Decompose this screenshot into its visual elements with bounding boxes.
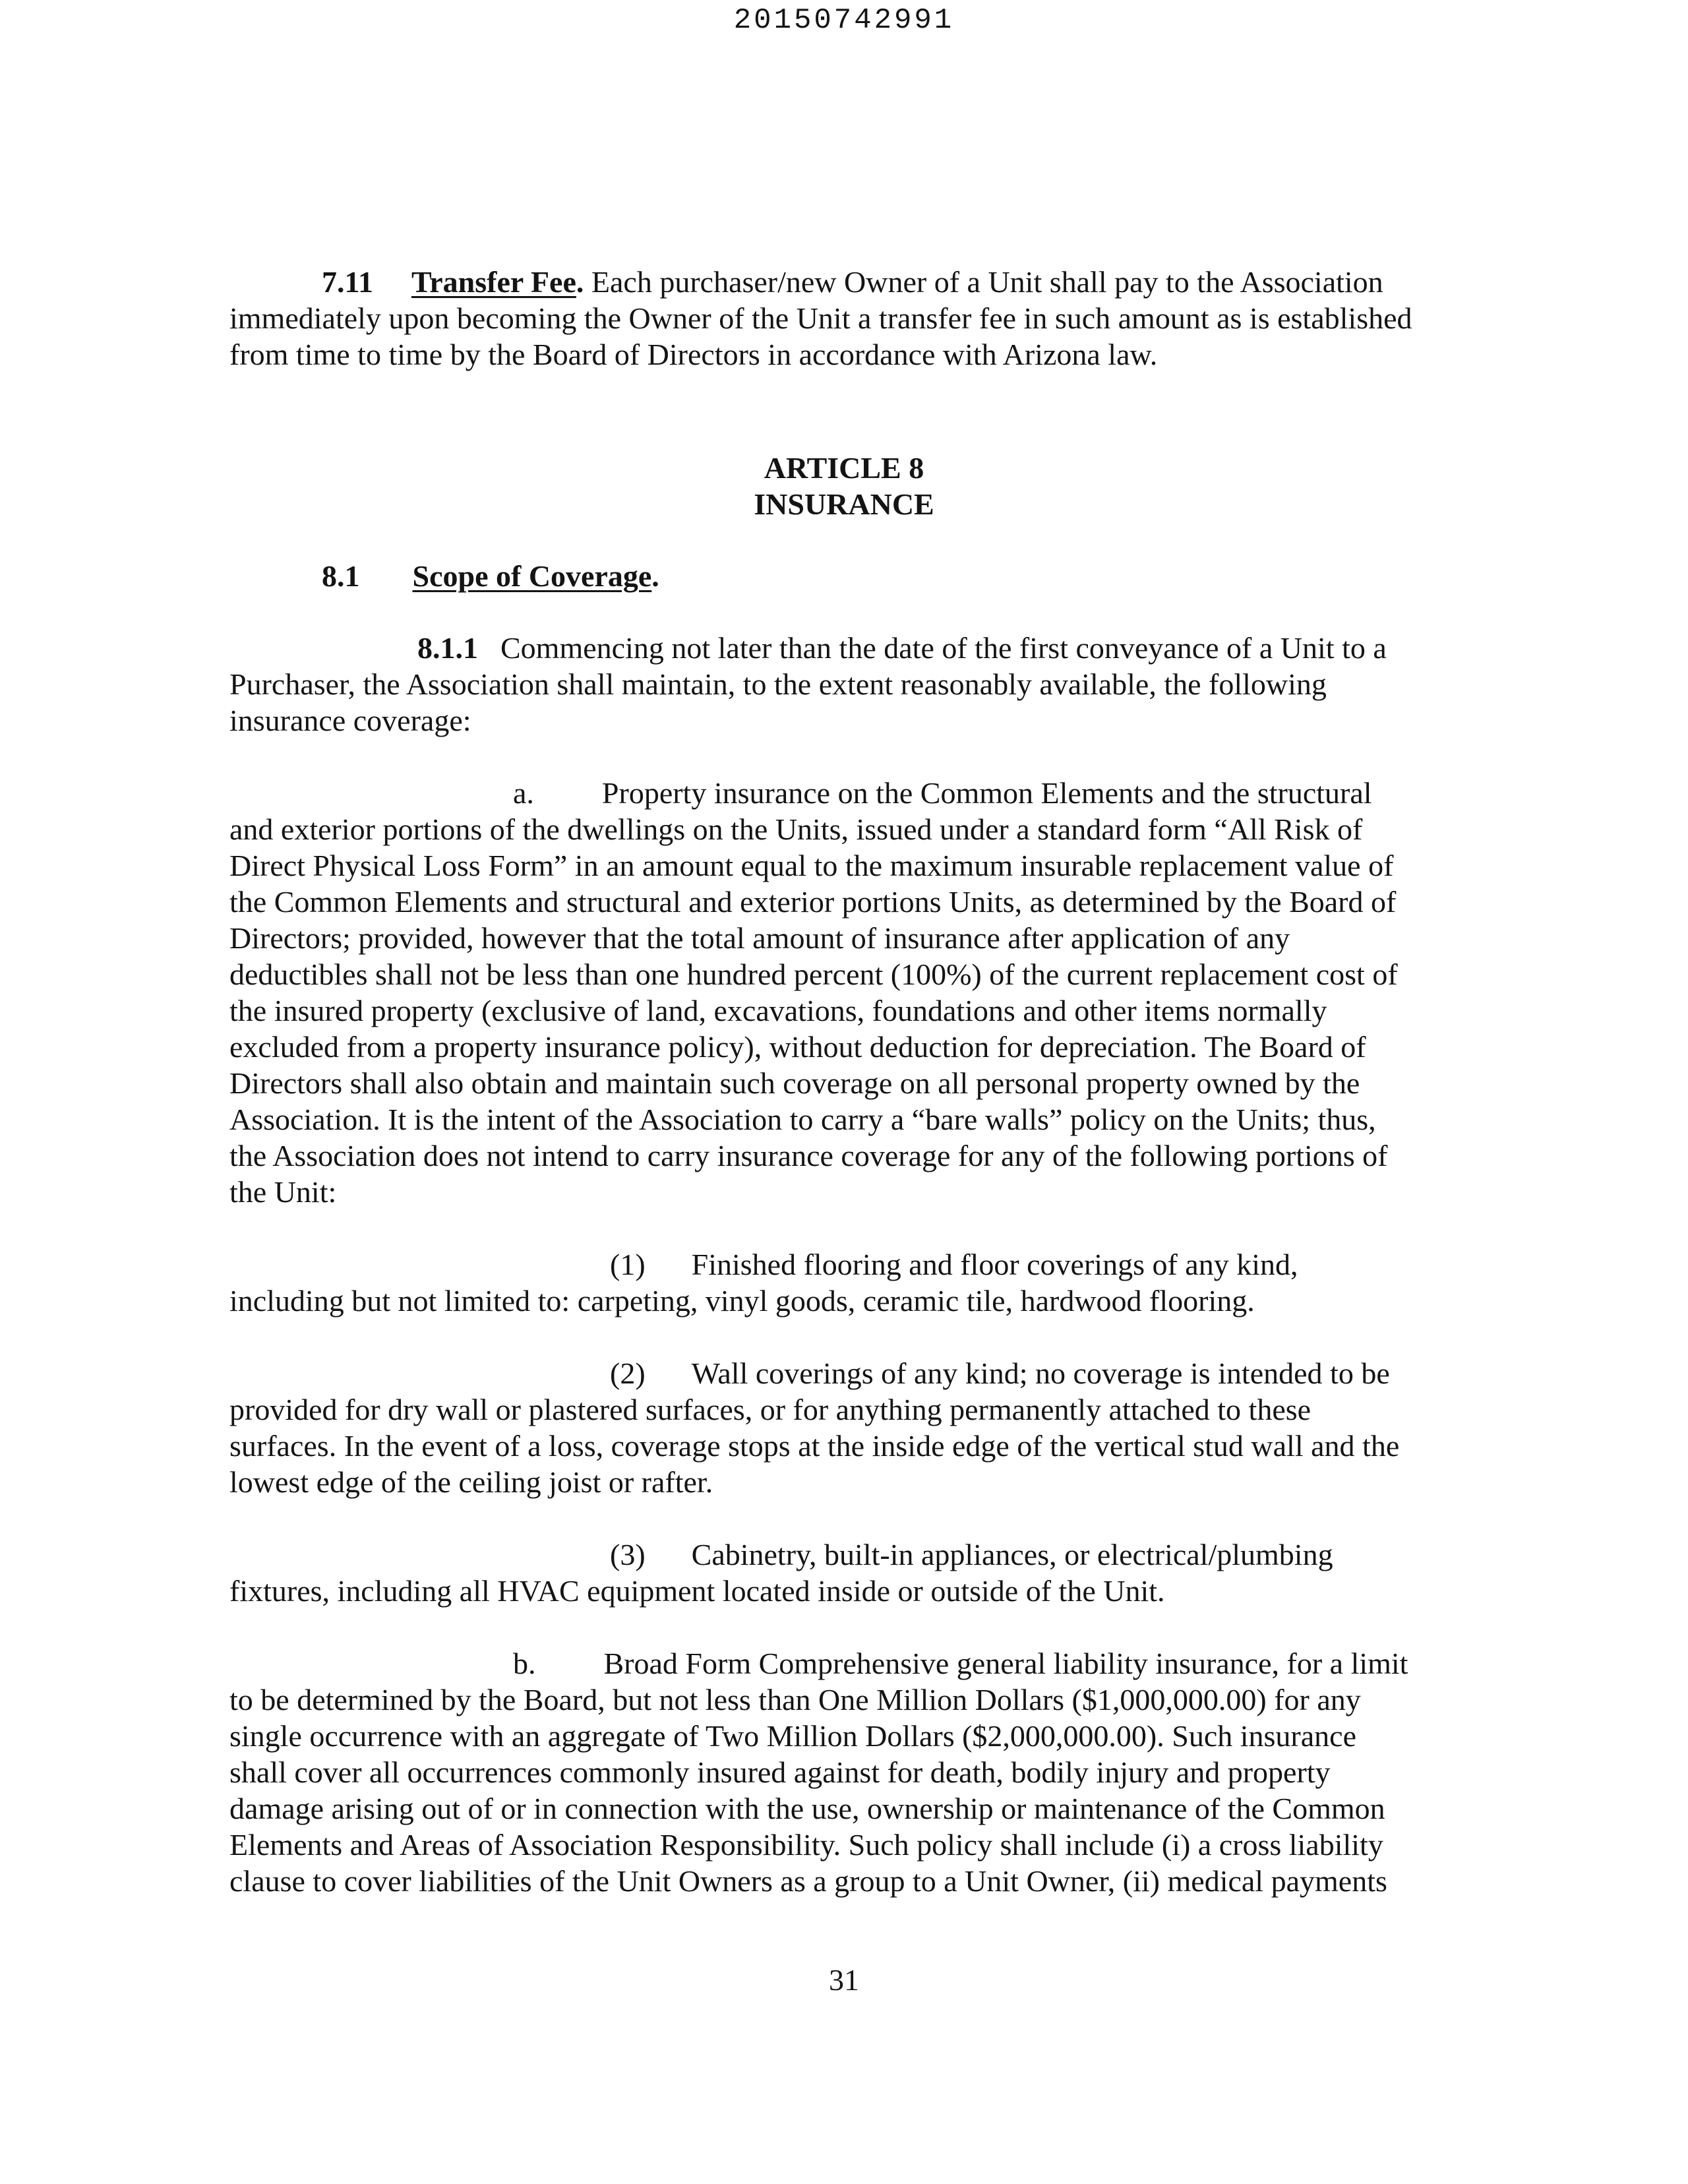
item-label: a. (513, 776, 534, 810)
item-a-line: Direct Physical Loss Form” in an amount equal to the maximum insurable replacement value of (229, 849, 1394, 882)
item-lead: Property insurance on the Common Elements and the structural (601, 776, 1372, 810)
sub-item-3 (229, 1536, 1469, 1609)
item-b-line: damage arising out of or in connection with the use, ownership or maintenance of the Common (229, 1792, 1385, 1825)
sub-item-lead: Cabinetry, built-in appliances, or electrical/plumbing (691, 1538, 1333, 1571)
section-8-1-1-line-3: insurance coverage: (229, 704, 471, 737)
section-title: Scope of Coverage (412, 559, 652, 593)
section-7-11-line-2: immediately upon becoming the Owner of the Unit a transfer fee in such amount as is established (229, 301, 1412, 335)
section-text: Commencing not later than the date of the first conveyance of a Unit to a (500, 631, 1387, 665)
sub-item-3-line: fixtures, including all HVAC equipment located inside or outside of the Unit. (229, 1574, 1165, 1608)
section-text: Each purchaser/new Owner of a Unit shall pay to the Association (591, 265, 1383, 299)
sub-item-lead: Finished flooring and floor coverings of any kind, (691, 1248, 1298, 1281)
item-lead: Broad Form Comprehensive general liability insurance, for a limit (603, 1647, 1408, 1680)
item-a-line: Directors shall also obtain and maintain such coverage on all personal property owned by the (229, 1066, 1360, 1100)
section-8-1-1 (229, 630, 1469, 739)
item-a-line: the Association does not intend to carry insurance coverage for any of the following portions of (229, 1139, 1388, 1172)
section-number: 8.1.1 (417, 631, 478, 665)
item-a-line: the Unit: (229, 1175, 337, 1209)
section-8-1-1-line-2: Purchaser, the Association shall maintain, to the extent reasonably available, the following (229, 667, 1327, 701)
item-a-line: excluded from a property insurance policy), without deduction for depreciation. The Board of (229, 1030, 1366, 1064)
sub-item-label: (3) (610, 1538, 646, 1571)
item-a (229, 775, 1469, 1210)
item-b-line: clause to cover liabilities of the Unit Owners as a group to a Unit Owner, (ii) medical payments (229, 1864, 1387, 1898)
item-a-line: the Common Elements and structural and exterior portions Units, as determined by the Board of (229, 885, 1397, 919)
article-number: ARTICLE 8 (764, 451, 924, 485)
sub-item-2-line: provided for dry wall or plastered surfaces, or for anything permanently attached to these (229, 1393, 1311, 1426)
item-a-line: Association. It is the intent of the Association to carry a “bare walls” policy on the Units; thus, (229, 1103, 1376, 1136)
section-7-11-line-1: 7.11 Transfer Fee. Each purchaser/new Owner of a Unit shall pay to the Association (322, 265, 1383, 299)
sub-item-2-line: surfaces. In the event of a loss, coverage stops at the inside edge of the vertical stud wall and the (229, 1429, 1400, 1463)
article-title: INSURANCE (754, 487, 934, 521)
item-a-line: deductibles shall not be less than one hundred percent (100%) of the current replacement cost of (229, 957, 1398, 991)
sub-item-label: (1) (610, 1248, 646, 1281)
item-b-line: shall cover all occurrences commonly insured against for death, bodily injury and property (229, 1755, 1331, 1789)
item-a-line: and exterior portions of the dwellings on the Units, issued under a standard form “All Risk of (229, 812, 1363, 846)
section-number: 8.1 (322, 559, 360, 593)
section-title: Transfer Fee (411, 265, 576, 299)
sub-item-label: (2) (610, 1356, 646, 1390)
sub-item-3-line-lead (229, 1536, 1469, 1573)
sub-item-2 (229, 1355, 1469, 1500)
item-a-line-lead (229, 775, 1469, 811)
item-label: b. (513, 1647, 536, 1680)
sub-item-2-line-lead (229, 1355, 1469, 1391)
item-a-line: the insured property (exclusive of land, excavations, foundations and other items normally (229, 994, 1327, 1027)
section-8-1-1-line-1 (229, 630, 1469, 666)
section-7-11-line-3: from time to time by the Board of Directors in accordance with Arizona law. (229, 338, 1158, 371)
item-b-line: single occurrence with an aggregate of Two Million Dollars ($2,000,000.00). Such insurance (229, 1719, 1356, 1753)
page-number: 31 (829, 1963, 859, 1997)
sub-item-1-line: including but not limited to: carpeting, vinyl goods, ceramic tile, hardwood flooring. (229, 1284, 1255, 1318)
sub-item-1-line-lead (229, 1246, 1469, 1283)
sub-item-2-line: lowest edge of the ceiling joist or rafter. (229, 1465, 713, 1499)
section-8-1: 8.1 Scope of Coverage. (322, 559, 659, 593)
item-a-line: Directors; provided, however that the total amount of insurance after application of any (229, 921, 1290, 955)
section-number: 7.11 (322, 265, 373, 299)
section-7-11 (229, 264, 1469, 373)
item-b (229, 1645, 1469, 1899)
item-b-line-lead (229, 1645, 1469, 1682)
sub-item-lead: Wall coverings of any kind; no coverage is intended to be (691, 1356, 1390, 1390)
item-b-line: to be determined by the Board, but not less than One Million Dollars ($1,000,000.00) for any (229, 1683, 1361, 1716)
recording-number: 20150742991 (733, 4, 955, 37)
item-b-line: Elements and Areas of Association Responsibility. Such policy shall include (i) a cross liability (229, 1828, 1383, 1862)
sub-item-1 (229, 1246, 1469, 1319)
